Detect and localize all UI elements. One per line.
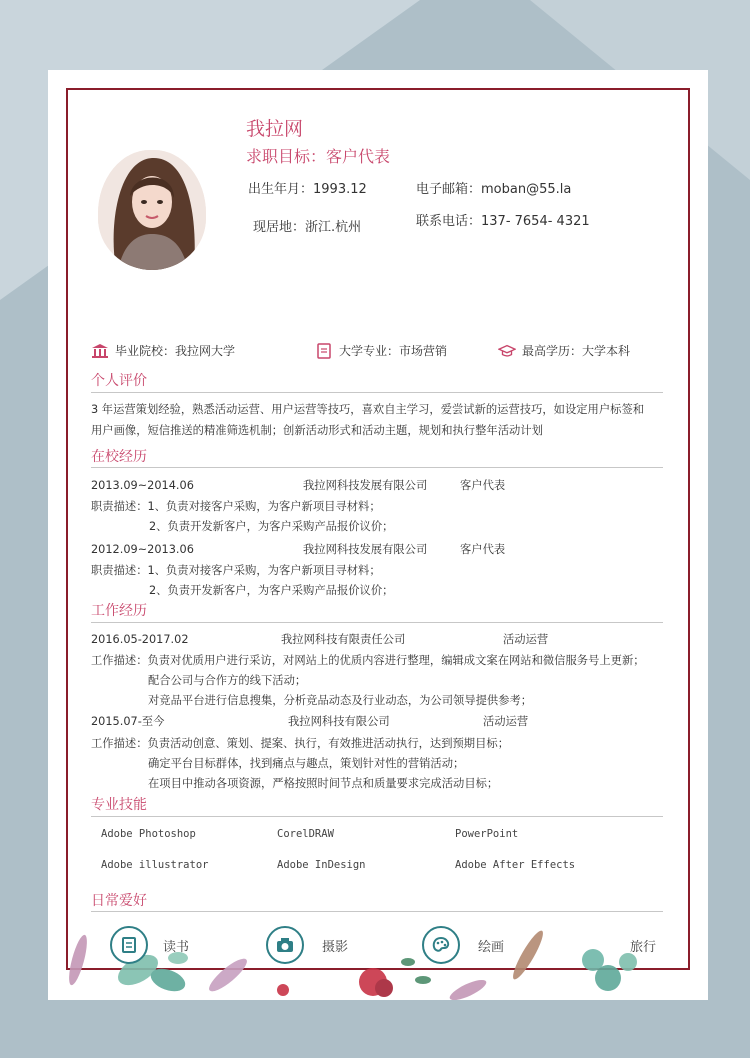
- major-text: 大学专业：市场营销: [339, 344, 448, 358]
- residence: 现居地：浙江.杭州: [253, 220, 362, 235]
- evaluation-line: 用户画像，短信推送的精准筛选机制；创新活动形式和活动主题，规划和执行整年活动计划: [91, 424, 543, 437]
- resume-page: [48, 70, 708, 1000]
- avatar: [98, 150, 206, 270]
- edu-degree: [498, 342, 630, 359]
- evaluation-line: 3 年运营策划经验，熟悉活动运营、用户运营等技巧，喜欢自主学习，爱尝试新的运营技巧，如设定用户标签和: [91, 403, 645, 416]
- section-divider: [91, 622, 663, 623]
- school-text: 毕业院校：我拉网大学: [115, 344, 236, 358]
- edu-school: [91, 342, 235, 359]
- campus-duty: 2、负责开发新客户，为客户采购产品报价议价；: [149, 584, 394, 597]
- edu-major: [315, 342, 447, 359]
- school-icon: [91, 343, 109, 359]
- birth-date: 出生年月：1993.12: [248, 182, 367, 197]
- work-duty: 对竞品平台进行信息搜集，分析竞品动态及行业动态，为公司领导提供参考；: [148, 694, 533, 707]
- campus-company: 我拉网科技发展有限公司: [303, 479, 428, 492]
- work-duty: 配合公司与合作方的线下活动；: [148, 674, 307, 687]
- camera-icon: [266, 926, 304, 964]
- email: 电子邮箱：moban@55.la: [416, 182, 572, 197]
- work-company: 我拉网科技有限责任公司: [281, 633, 406, 646]
- applicant-name: 我拉网: [246, 118, 304, 140]
- campus-period: 2013.09~2014.06: [91, 479, 194, 492]
- section-divider: [91, 467, 663, 468]
- hobby-label: 旅行: [630, 940, 657, 955]
- section-title-work: 工作经历: [91, 603, 147, 619]
- campus-duty: 职责描述：1、负责对接客户采购，为客户新项目寻材料；: [91, 564, 381, 577]
- campus-period: 2012.09~2013.06: [91, 543, 194, 556]
- section-divider: [91, 816, 663, 817]
- skill-item: Adobe InDesign: [277, 859, 366, 871]
- phone: 联系电话：137- 7654- 4321: [416, 214, 590, 229]
- document-icon: [315, 343, 333, 359]
- hobby-label: 绘画: [478, 940, 505, 955]
- work-period: 2016.05-2017.02: [91, 633, 189, 646]
- work-duty: 确定平台目标群体，找到痛点与趣点，策划针对性的营销活动；: [148, 757, 465, 770]
- campus-duty: 职责描述：1、负责对接客户采购，为客户新项目寻材料；: [91, 500, 381, 513]
- section-title-campus: 在校经历: [91, 449, 147, 465]
- palette-icon: [422, 926, 460, 964]
- work-period: 2015.07-至今: [91, 715, 165, 728]
- campus-duty: 2、负责开发新客户，为客户采购产品报价议价；: [149, 520, 394, 533]
- campus-role: 客户代表: [460, 479, 506, 492]
- skill-item: PowerPoint: [455, 828, 519, 840]
- skill-item: Adobe Photoshop: [101, 828, 196, 840]
- book-icon: [110, 926, 148, 964]
- work-duty: 在项目中推动各项资源，严格按照时间节点和质量要求完成活动目标；: [148, 777, 499, 790]
- skill-item: Adobe After Effects: [455, 859, 576, 871]
- work-company: 我拉网科技有限公司: [288, 715, 390, 728]
- job-goal: 求职目标：客户代表: [246, 147, 391, 166]
- campus-role: 客户代表: [460, 543, 506, 556]
- graduation-cap-icon: [498, 343, 516, 359]
- hobby-label: 摄影: [322, 940, 349, 955]
- skill-item: CorelDRAW: [277, 828, 334, 840]
- hobby-label: 读书: [163, 940, 190, 955]
- campus-company: 我拉网科技发展有限公司: [303, 543, 428, 556]
- skill-item: Adobe illustrator: [101, 859, 209, 871]
- work-role: 活动运营: [483, 715, 529, 728]
- section-title-evaluation: 个人评价: [91, 373, 147, 389]
- work-duty: 工作描述：负责对优质用户进行采访，对网站上的优质内容进行整理，编辑成文案在网站和微信服务号上更新；: [91, 654, 645, 667]
- work-role: 活动运营: [503, 633, 549, 646]
- degree-text: 最高学历：大学本科: [522, 344, 631, 358]
- section-title-skills: 专业技能: [91, 797, 147, 813]
- section-divider: [91, 392, 663, 393]
- section-title-hobbies: 日常爱好: [91, 893, 147, 909]
- work-duty: 工作描述：负责活动创意、策划、提案、执行，有效推进活动执行，达到预期目标；: [91, 737, 509, 750]
- floral-decoration: [48, 870, 708, 1000]
